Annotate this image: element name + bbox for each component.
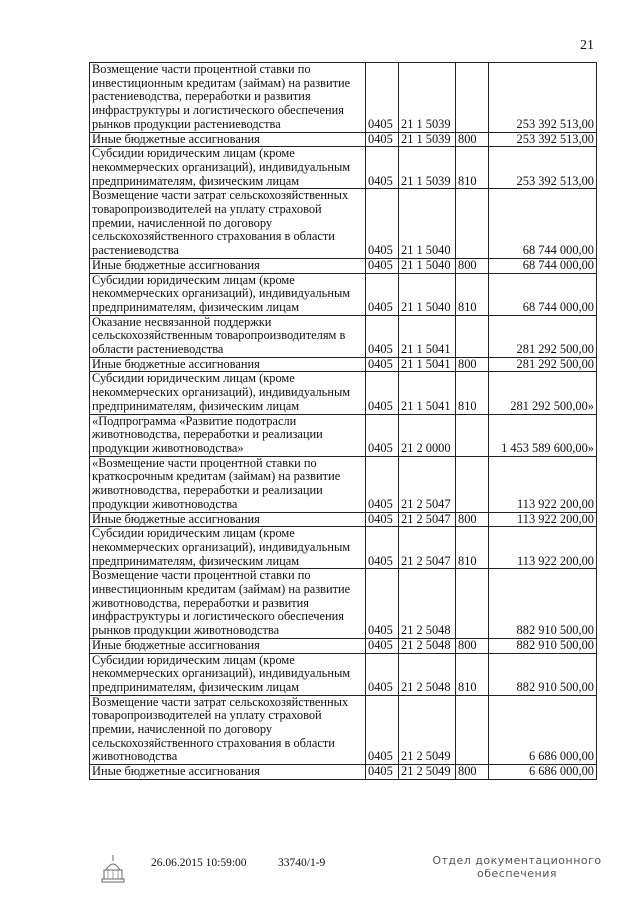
row-name-cell: Возмещение части процентной ставки по инвестиционным кредитам (займам) на развитие животноводства, переработки и развития инфраструктуры и логистического обеспечения рынков продукции животноводства: [90, 569, 366, 639]
row-type-cell: 810: [456, 653, 489, 695]
row-type-cell: [456, 315, 489, 357]
row-name-cell: Возмещение части затрат сельскохозяйственных товаропроизводителей на уплату страховой премии, начисленной по договору сельскохозяйственного страхования в области животноводства: [90, 695, 366, 765]
row-section-cell: 0405: [366, 638, 399, 653]
table-row: [90, 63, 597, 133]
row-amount-cell: 6 686 000,00: [489, 695, 597, 765]
row-amount-cell: 281 292 500,00: [489, 315, 597, 357]
row-section-cell: 0405: [366, 765, 399, 780]
row-type-cell: 800: [456, 357, 489, 372]
table-row: [90, 527, 597, 569]
row-csr-cell: 21 1 5040: [399, 258, 456, 273]
row-section-cell: 0405: [366, 273, 399, 315]
row-name-cell: «Возмещение части процентной ставки по краткосрочным кредитам (займам) на развитие животноводства, переработки и реализации продукции животноводства: [90, 456, 366, 512]
row-csr-cell: 21 2 5048: [399, 569, 456, 639]
table-row: [90, 695, 597, 765]
row-csr-cell: 21 2 5048: [399, 638, 456, 653]
row-amount-cell: 68 744 000,00: [489, 273, 597, 315]
row-csr-cell: 21 1 5041: [399, 357, 456, 372]
row-amount-cell: 113 922 200,00: [489, 512, 597, 527]
row-section-cell: 0405: [366, 357, 399, 372]
row-amount-cell: 253 392 513,00: [489, 63, 597, 133]
row-type-cell: 810: [456, 372, 489, 414]
row-type-cell: [456, 414, 489, 456]
budget-table: [89, 62, 597, 780]
row-section-cell: 0405: [366, 512, 399, 527]
table-row: [90, 315, 597, 357]
row-name-cell: Субсидии юридическим лицам (кроме некоммерческих организаций), индивидуальным предпринимателям, физическим лицам: [90, 147, 366, 189]
row-amount-cell: 68 744 000,00: [489, 189, 597, 259]
state-duma-emblem-icon: [96, 852, 130, 886]
row-name-cell: Субсидии юридическим лицам (кроме некоммерческих организаций), индивидуальным предпринимателям, физическим лицам: [90, 372, 366, 414]
row-csr-cell: 21 1 5039: [399, 147, 456, 189]
footer-department-stamp: [432, 854, 602, 880]
row-name-cell: Субсидии юридическим лицам (кроме некоммерческих организаций), индивидуальным предпринимателям, физическим лицам: [90, 527, 366, 569]
row-type-cell: 800: [456, 258, 489, 273]
row-section-cell: 0405: [366, 147, 399, 189]
row-name-cell: Возмещение части затрат сельскохозяйственных товаропроизводителей на уплату страховой премии, начисленной по договору сельскохозяйственного страхования в области растениеводства: [90, 189, 366, 259]
row-type-cell: 810: [456, 147, 489, 189]
row-section-cell: 0405: [366, 63, 399, 133]
page-footer: [0, 852, 640, 902]
table-row: [90, 147, 597, 189]
row-csr-cell: 21 1 5039: [399, 63, 456, 133]
row-type-cell: [456, 569, 489, 639]
row-csr-cell: 21 2 5047: [399, 512, 456, 527]
row-csr-cell: 21 1 5040: [399, 273, 456, 315]
row-amount-cell: 68 744 000,00: [489, 258, 597, 273]
table-row: [90, 132, 597, 147]
table-row: [90, 765, 597, 780]
row-csr-cell: 21 2 0000: [399, 414, 456, 456]
row-section-cell: 0405: [366, 258, 399, 273]
row-type-cell: [456, 456, 489, 512]
row-amount-cell: 281 292 500,00»: [489, 372, 597, 414]
row-csr-cell: 21 2 5047: [399, 527, 456, 569]
row-section-cell: 0405: [366, 189, 399, 259]
row-name-cell: Иные бюджетные ассигнования: [90, 512, 366, 527]
table-row: [90, 372, 597, 414]
row-name-cell: Иные бюджетные ассигнования: [90, 357, 366, 372]
row-csr-cell: 21 2 5049: [399, 695, 456, 765]
row-amount-cell: 6 686 000,00: [489, 765, 597, 780]
table-row: [90, 512, 597, 527]
department-line-2: обеспечения: [476, 867, 557, 880]
row-section-cell: 0405: [366, 372, 399, 414]
row-amount-cell: 253 392 513,00: [489, 132, 597, 147]
row-type-cell: 800: [456, 638, 489, 653]
row-csr-cell: 21 1 5041: [399, 315, 456, 357]
row-csr-cell: 21 1 5040: [399, 189, 456, 259]
row-name-cell: Субсидии юридическим лицам (кроме некоммерческих организаций), индивидуальным предпринимателям, физическим лицам: [90, 653, 366, 695]
row-name-cell: «Подпрограмма «Развитие подотрасли животноводства, переработки и реализации продукции животноводства»: [90, 414, 366, 456]
row-name-cell: Возмещение части процентной ставки по инвестиционным кредитам (займам) на развитие растениеводства, переработки и развития инфраструктуры и логистического обеспечения рынков продукции растениеводства: [90, 63, 366, 133]
row-amount-cell: 882 910 500,00: [489, 569, 597, 639]
table-row: [90, 569, 597, 639]
row-amount-cell: 113 922 200,00: [489, 527, 597, 569]
row-name-cell: Оказание несвязанной поддержки сельскохозяйственным товаропроизводителям в области растениеводства: [90, 315, 366, 357]
row-type-cell: 810: [456, 527, 489, 569]
row-type-cell: 800: [456, 512, 489, 527]
row-amount-cell: 882 910 500,00: [489, 653, 597, 695]
row-type-cell: 800: [456, 132, 489, 147]
table-row: [90, 638, 597, 653]
table-row: [90, 456, 597, 512]
row-csr-cell: 21 1 5039: [399, 132, 456, 147]
budget-table-body: [90, 63, 597, 780]
row-section-cell: 0405: [366, 414, 399, 456]
row-amount-cell: 882 910 500,00: [489, 638, 597, 653]
table-row: [90, 273, 597, 315]
row-amount-cell: 281 292 500,00: [489, 357, 597, 372]
row-section-cell: 0405: [366, 456, 399, 512]
row-name-cell: Иные бюджетные ассигнования: [90, 765, 366, 780]
table-row: [90, 189, 597, 259]
row-csr-cell: 21 1 5041: [399, 372, 456, 414]
row-name-cell: Иные бюджетные ассигнования: [90, 638, 366, 653]
row-type-cell: [456, 189, 489, 259]
table-row: [90, 653, 597, 695]
footer-datetime: 26.06.2015 10:59:00: [151, 857, 247, 869]
row-csr-cell: 21 2 5048: [399, 653, 456, 695]
row-name-cell: Иные бюджетные ассигнования: [90, 132, 366, 147]
row-section-cell: 0405: [366, 527, 399, 569]
row-type-cell: 810: [456, 273, 489, 315]
row-section-cell: 0405: [366, 695, 399, 765]
row-amount-cell: 113 922 200,00: [489, 456, 597, 512]
row-name-cell: Иные бюджетные ассигнования: [90, 258, 366, 273]
row-section-cell: 0405: [366, 569, 399, 639]
department-line-1: Отдел документационного: [432, 854, 602, 867]
row-section-cell: 0405: [366, 132, 399, 147]
row-type-cell: [456, 695, 489, 765]
row-section-cell: 0405: [366, 653, 399, 695]
table-row: [90, 258, 597, 273]
row-amount-cell: 253 392 513,00: [489, 147, 597, 189]
table-row: [90, 414, 597, 456]
row-section-cell: 0405: [366, 315, 399, 357]
row-type-cell: [456, 63, 489, 133]
row-csr-cell: 21 2 5049: [399, 765, 456, 780]
row-amount-cell: 1 453 589 600,00»: [489, 414, 597, 456]
table-row: [90, 357, 597, 372]
row-type-cell: 800: [456, 765, 489, 780]
row-name-cell: Субсидии юридическим лицам (кроме некоммерческих организаций), индивидуальным предпринимателям, физическим лицам: [90, 273, 366, 315]
row-csr-cell: 21 2 5047: [399, 456, 456, 512]
page-number: 21: [580, 38, 594, 53]
footer-doc-number: 33740/1-9: [278, 857, 326, 869]
